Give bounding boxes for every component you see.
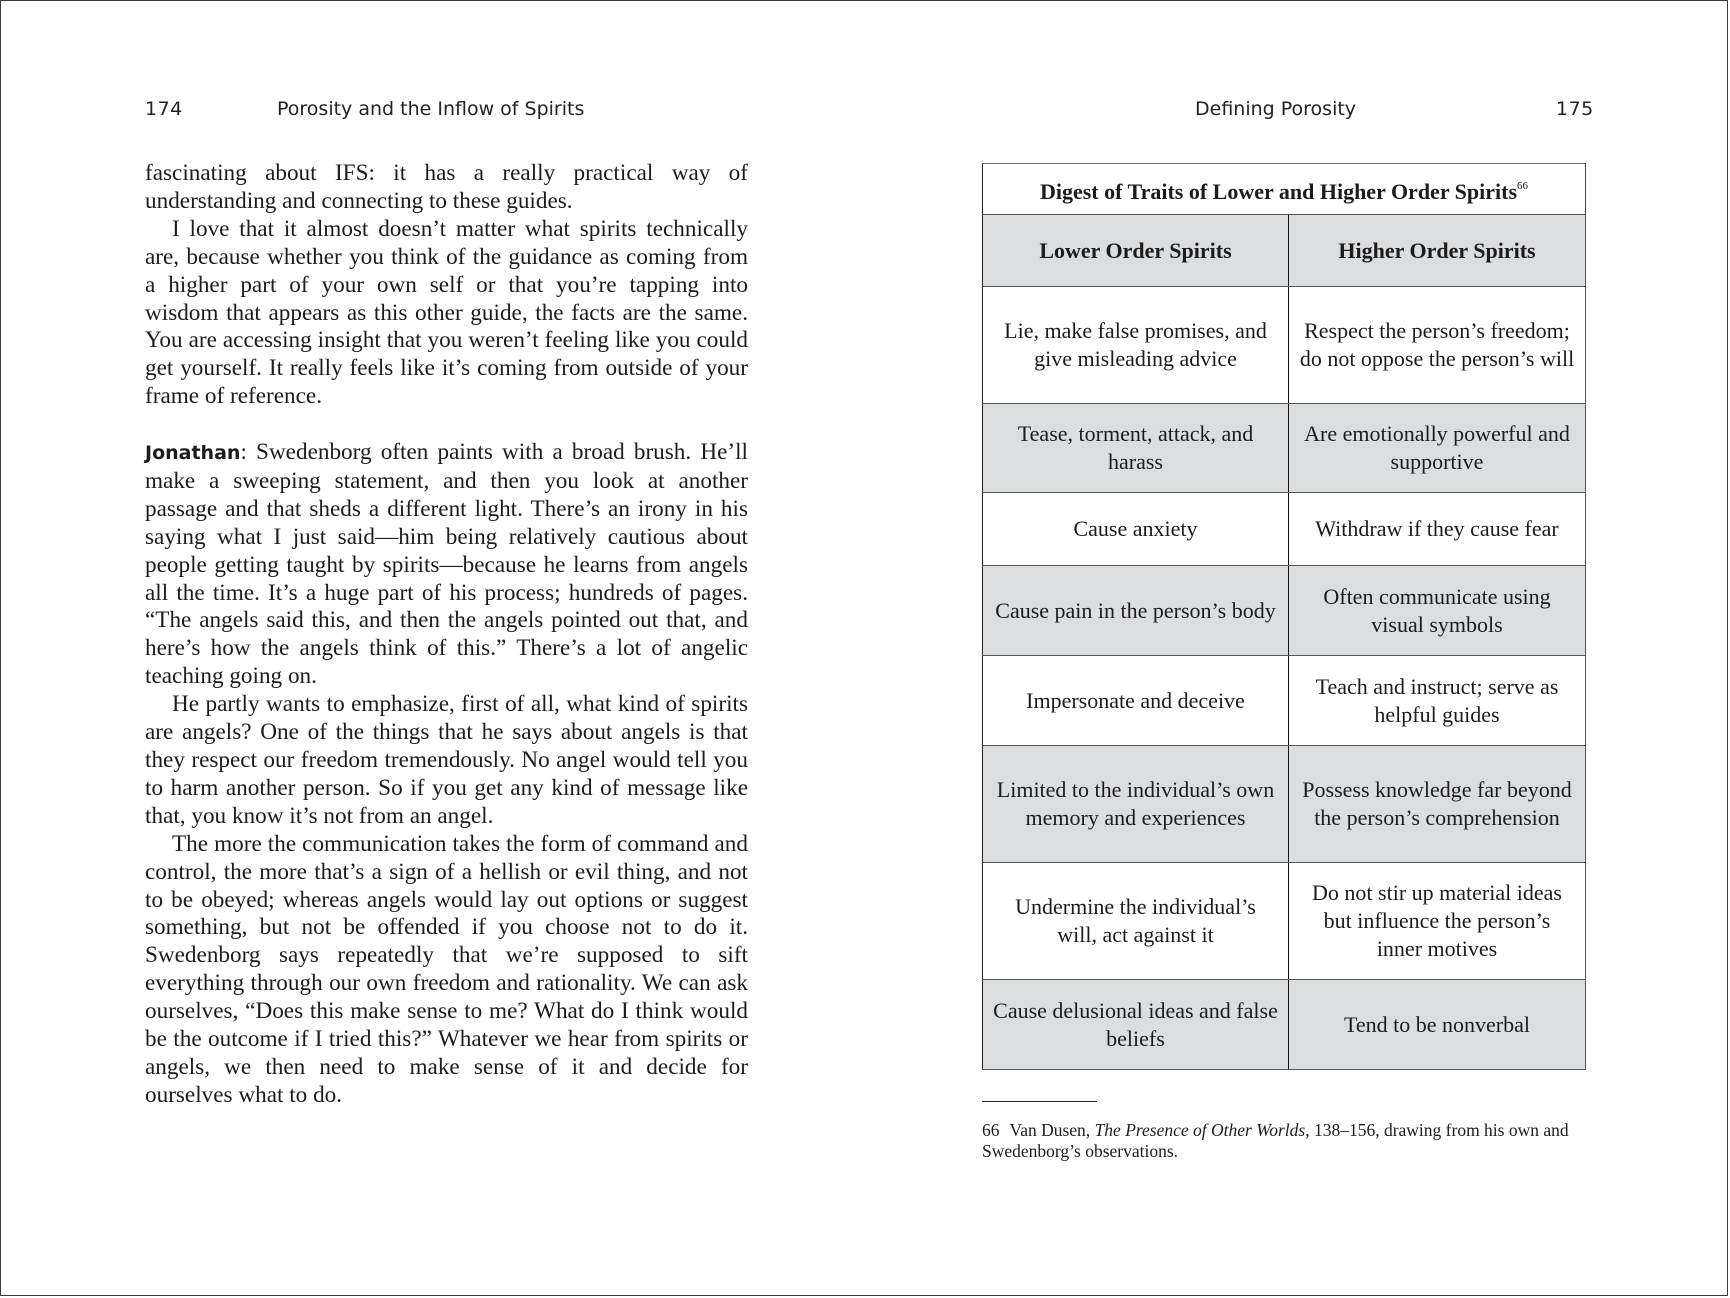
table-row — [983, 863, 1586, 980]
lower-order-trait: Undermine the individual’s will, act against it — [983, 863, 1289, 980]
table-row — [983, 566, 1586, 656]
higher-order-trait: Are emotionally powerful and supportive — [1289, 404, 1586, 493]
paragraph-continued: fascinating about IFS: it has a really practical way of understanding and connecting to these guides. — [145, 160, 748, 214]
higher-order-trait: Possess knowledge far beyond the person’s comprehension — [1289, 746, 1586, 863]
higher-order-trait: Do not stir up material ideas but influence the person’s inner motives — [1289, 863, 1586, 980]
higher-order-trait: Respect the person’s freedom; do not oppose the person’s will — [1289, 287, 1586, 404]
footnote-ref[interactable]: 66 — [1517, 180, 1529, 192]
paragraph: I love that it almost doesn’t matter what spirits technically are, because whether you think of the guidance as coming from a higher part of your own self or that you’re tapping into wisdom that appears as this other guide, the facts are the same. You are accessing insight that you weren’t feeling like you could get yourself. It really feels like it’s coming from outside of your frame of reference. — [145, 215, 748, 410]
footnote — [982, 1120, 1586, 1162]
left-page-body — [145, 160, 748, 1110]
speaker-paragraph — [145, 439, 748, 691]
table-row — [983, 287, 1586, 404]
table-row — [983, 980, 1586, 1070]
higher-order-trait: Often communicate using visual symbols — [1289, 566, 1586, 656]
lower-order-trait: Limited to the individual’s own memory and experiences — [983, 746, 1289, 863]
table-title-text: Digest of Traits of Lower and Higher Order Spirits — [1039, 179, 1518, 204]
column-header-lower: Lower Order Spirits — [983, 215, 1289, 287]
lower-order-trait: Impersonate and deceive — [983, 656, 1289, 746]
speaker-name: Jonathan — [145, 442, 241, 465]
higher-order-trait: Tend to be nonverbal — [1289, 980, 1586, 1070]
spirits-traits-table — [982, 163, 1586, 1070]
lower-order-trait: Lie, make false promises, and give misleading advice — [983, 287, 1289, 404]
lower-order-trait: Cause delusional ideas and false beliefs — [983, 980, 1289, 1070]
footnote-rule — [982, 1101, 1097, 1102]
paragraph: He partly wants to emphasize, first of all, what kind of spirits are angels? One of the things that he says about angels is that they respect our freedom tremendously. No angel would tell you to harm another person. So if you get any kind of message like that, you know it’s not from an angel. — [145, 691, 748, 829]
higher-order-trait: Teach and instruct; serve as helpful guides — [1289, 656, 1586, 746]
paragraph: The more the communication takes the form of command and control, the more that’s a sign of a hellish or evil thing, and not to be obeyed; whereas angels would lay out options or suggest something, but not be offended if you choose not to do it. Swedenborg says repeatedly that we’re supposed to sift everything through our own freedom and rationality. We can ask ourselves, “Does this make sense to me? What do I think would be the outcome if I tried this?” Whatever we hear from spirits or angels, we then need to make sense of it and decide for ourselves what to do. — [145, 830, 748, 1108]
speaker-text: : Swedenborg often paints with a broad brush. He’ll make a sweeping statement, and then you look at another passage and that sheds a different light. There’s an irony in his saying what I just said—him being relatively cautious about people getting taught by spirits—because he learns from angels all the time. It’s a huge part of his process; hundreds of pages. “The angels said this, and then the angels pointed out that, and here’s how the angels think of this.” There’s a lot of angelic teaching going on. — [145, 439, 748, 690]
right-page-number: 175 — [1556, 98, 1594, 120]
table-row — [983, 746, 1586, 863]
column-header-higher: Higher Order Spirits — [1289, 215, 1586, 287]
footnote-rest: , 138–156, drawing from his own and Swedenborg’s observations. — [982, 1120, 1569, 1161]
footnote-author: Van Dusen, — [1009, 1120, 1095, 1140]
table-title — [983, 164, 1586, 215]
table-row — [983, 656, 1586, 746]
footnote-number: 66 — [982, 1120, 1000, 1140]
right-running-title: Defining Porosity — [1195, 98, 1357, 120]
lower-order-trait: Tease, torment, attack, and harass — [983, 404, 1289, 493]
left-running-title: Porosity and the Inflow of Spirits — [277, 98, 585, 120]
lower-order-trait: Cause pain in the person’s body — [983, 566, 1289, 656]
lower-order-trait: Cause anxiety — [983, 493, 1289, 566]
table-row — [983, 404, 1586, 493]
higher-order-trait: Withdraw if they cause fear — [1289, 493, 1586, 566]
footnote-work-title: The Presence of Other Worlds — [1094, 1120, 1306, 1140]
table-row — [983, 493, 1586, 566]
left-page-number: 174 — [145, 98, 183, 120]
